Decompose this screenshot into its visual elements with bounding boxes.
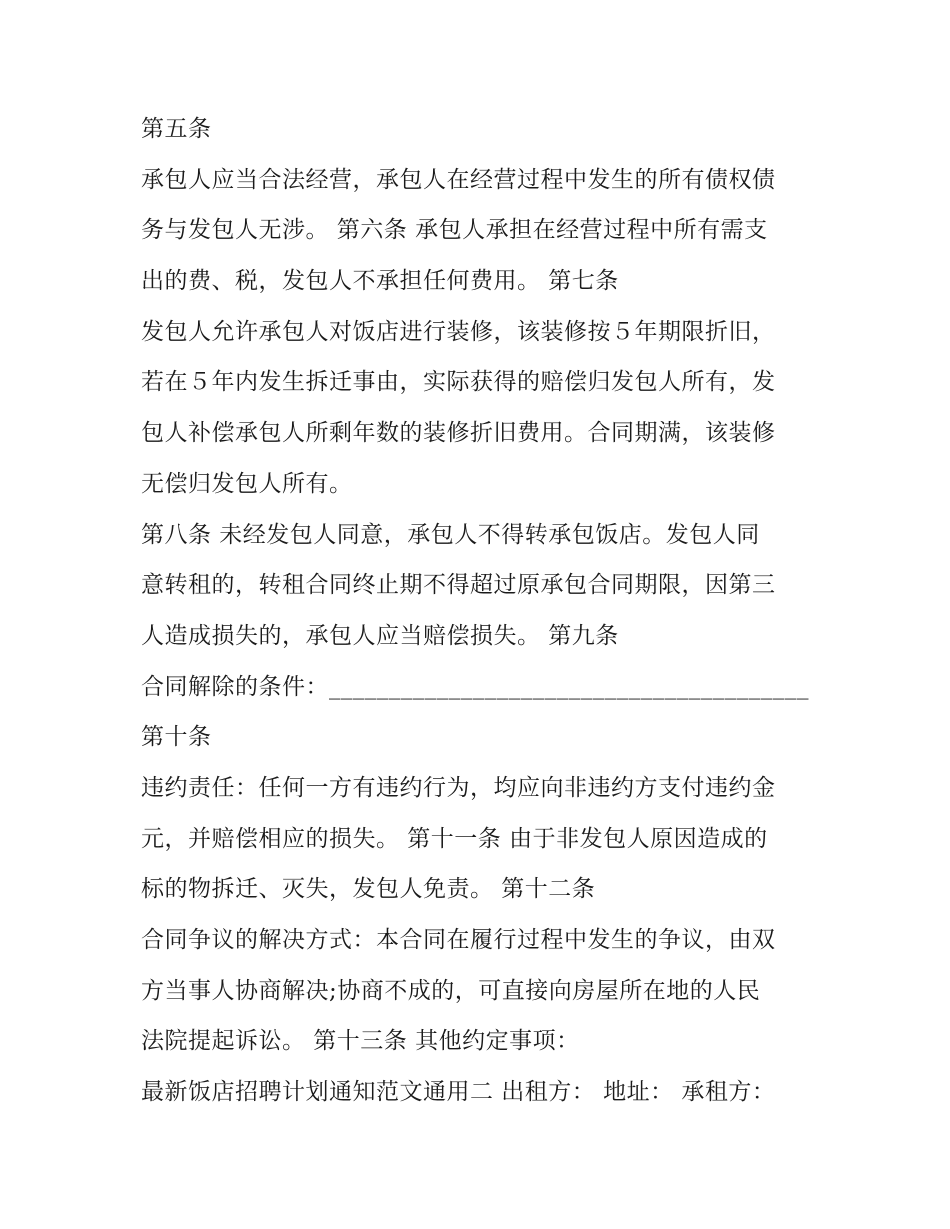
text-line: 意转租的，转租合同终止期不得超过原承包合同期限，因第三 xyxy=(141,572,776,599)
text-line: 元，并赔偿相应的损失。 第十一条 由于非发包人原因造成的 xyxy=(141,825,768,852)
text-line: 合同争议的解决方式：本合同在履行过程中发生的争议，由双 xyxy=(141,927,776,953)
text-line: 人造成损失的，承包人应当赔偿损失。 第九条 xyxy=(141,622,619,649)
text-line: 方当事人协商解决;协商不成的，可直接向房屋所在地的人民 xyxy=(141,977,761,1004)
text-line: 无偿归发包人所有。 xyxy=(141,470,353,497)
text-line: 包人补偿承包人所剩年数的装修折旧费用。合同期满，该装修 xyxy=(141,420,776,447)
text-line: 违约责任：任何一方有违约行为，均应向非违约方支付违约金 xyxy=(141,774,776,801)
text-line: 第五条 xyxy=(141,116,212,142)
text-line: 法院提起诉讼。 第十三条 其他约定事项： xyxy=(141,1028,580,1055)
text-line: 务与发包人无涉。 第六条 承包人承担在经营过程中所有需支 xyxy=(141,217,768,244)
text-line: 第十条 xyxy=(141,724,212,751)
text-line: 第八条 未经发包人同意，承包人不得转承包饭店。发包人同 xyxy=(141,521,760,548)
text-line: 标的物拆迁、灭失，发包人免责。 第十二条 xyxy=(141,876,596,903)
text-line: 出的费、税，发包人不承担任何费用。 第七条 xyxy=(141,268,619,295)
text-line: 若在５年内发生拆迁事由，实际获得的赔偿归发包人所有，发 xyxy=(141,369,776,396)
contract-text-body xyxy=(141,104,821,1118)
text-line: 合同解除的条件：________________________________________ xyxy=(141,673,809,700)
text-line: 承包人应当合法经营，承包人在经营过程中发生的所有债权债 xyxy=(141,166,776,193)
text-line: 发包人允许承包人对饭店进行装修，该装修按５年期限折旧， xyxy=(141,318,776,345)
text-line: 最新饭店招聘计划通知范文通用二 出租方： 地址： 承租方： xyxy=(141,1079,776,1106)
